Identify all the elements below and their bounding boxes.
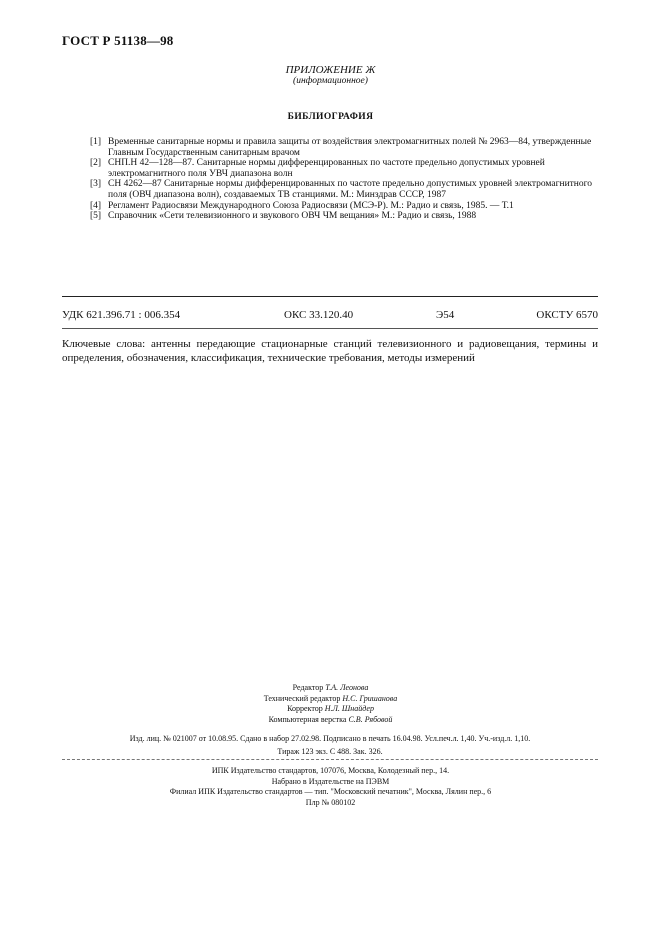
- publishing-line: Тираж 123 экз. С 488. Зак. 326.: [277, 746, 383, 756]
- publisher-block: [0, 766, 661, 808]
- reference-number: [1]: [90, 137, 102, 147]
- oks-code: ОКС 33.120.40: [284, 309, 354, 321]
- appendix-subtitle: (информационное): [293, 76, 368, 86]
- bibliography-item: [90, 211, 610, 222]
- bibliography-list: [90, 137, 610, 222]
- bibliography-item: [90, 137, 610, 158]
- bibliography-item: [90, 158, 610, 179]
- publisher-line: Филиал ИПК Издательство стандартов — тип. "Московский печатник", Москва, Лялин пер., 6: [169, 787, 492, 796]
- reference-number: [5]: [90, 211, 102, 222]
- publisher-line: ИПК Издательство стандартов, 107076, Москва, Колодезный пер., 14.: [211, 766, 450, 775]
- reference-text: Регламент Радиосвязи Международного Союза Радиосвязи (МСЭ-Р). М.: Радио и связь, 1985. — Т.1: [108, 200, 514, 211]
- bibliography-heading: БИБЛИОГРАФИЯ: [287, 112, 374, 122]
- publisher-line: Плр № 080102: [305, 797, 356, 807]
- reference-number: [2]: [90, 158, 102, 169]
- bibliography-item: [90, 201, 610, 212]
- keywords: Ключевые слова: антенны передающие стационарные станций телевизионного и радиовещания, термины и определения, обозначения, классификация, технические требования, методы измерений: [62, 338, 598, 364]
- credit-editor: [0, 683, 661, 694]
- credit-role: Редактор: [292, 683, 324, 692]
- credits-block: [0, 683, 661, 725]
- credit-tech-editor: [0, 694, 661, 705]
- reference-number: [3]: [90, 179, 102, 190]
- reference-text: СНП.Н 42—128—87. Санитарные нормы дифференцированных по частоте предельно допустимых уровней электромагнитного поля УВЧ диапазона волн: [108, 158, 545, 179]
- reference-text: Временные санитарные нормы и правила защиты от воздействия электромагнитных полей № 2963—84, утвержденные Главным Государственным санитарным врачом: [108, 137, 592, 158]
- reference-text: СН 4262—87 Санитарные нормы дифференцированных по частоте предельно допустимых уровней электромагнитного поля (ОВЧ диапазона волн), создаваемых ТВ станциями. М.: Минздрав СССР, 1987: [108, 179, 593, 200]
- credit-role: Корректор: [287, 704, 323, 713]
- credit-name: Н.С. Гришанова: [342, 693, 398, 703]
- e-code: Э54: [436, 309, 455, 321]
- credit-name: Т.А. Леонова: [325, 683, 369, 692]
- credit-role: Компьютерная верстка: [268, 714, 347, 724]
- classification-divider: [62, 328, 598, 329]
- credit-role: Технический редактор: [263, 693, 341, 703]
- reference-number: [4]: [90, 200, 102, 211]
- credit-layout: [0, 715, 661, 726]
- publishing-data: [62, 734, 598, 757]
- credit-name: Н.Л. Шнайдер: [324, 704, 374, 713]
- reference-text: Справочник «Сети телевизионного и звукового ОВЧ ЧМ вещания» М.: Радио и связь, 1988: [108, 211, 477, 222]
- okstu-code: ОКСТУ 6570: [536, 309, 598, 321]
- imprint-divider: [62, 759, 598, 760]
- publisher-line: Набрано в Издательстве на ПЭВМ: [271, 776, 390, 786]
- bibliography-item: [90, 179, 610, 200]
- section-divider: [62, 296, 598, 297]
- credit-name: С.В. Рябовой: [348, 714, 393, 724]
- appendix-title: ПРИЛОЖЕНИЕ Ж: [285, 64, 376, 76]
- publishing-line: Изд. лиц. № 021007 от 10.08.95. Сдано в набор 27.02.98. Подписано в печать 16.04.98. Усл.печ.л. 1,40. Уч.-изд.л. 1,10.: [129, 734, 531, 743]
- udc-code: УДК 621.396.71 : 006.354: [62, 309, 181, 321]
- credit-proofreader: [0, 704, 661, 715]
- standard-number: ГОСТ Р 51138—98: [62, 33, 174, 48]
